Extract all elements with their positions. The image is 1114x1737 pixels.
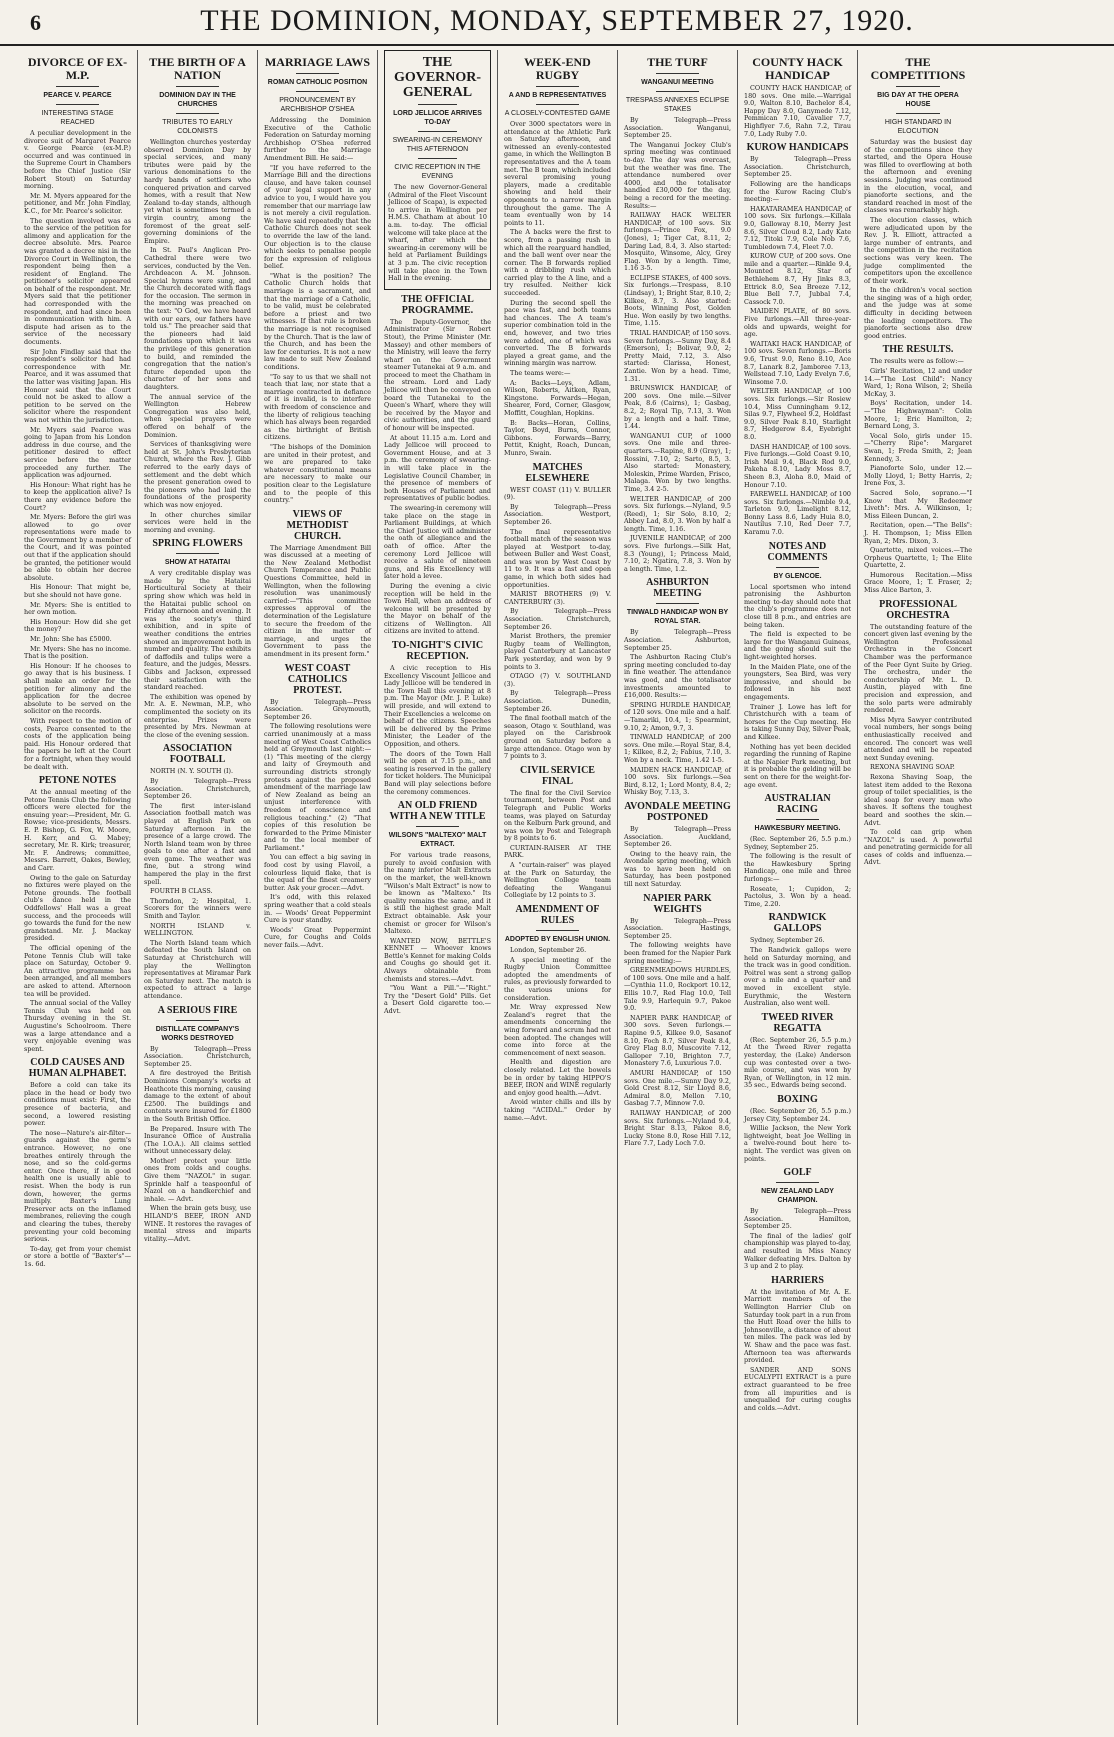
article-paragraph: A very creditable display was made by the Hataitai Horticultural Society at their spring show which was held in the Hataitai public school on Friday afternoon and evening. It was the society's third exhibition, and in spite of weather conditions the entries showed an improvement both in number and quality. The exhibits of daffodils and tulips were a feature, and the judges, Messrs. Gibbs and Jackson, expressed their satisfaction with the standard reached. (144, 569, 251, 692)
article-paragraph: Mr. Myers: Before the girl was allowed to go over representations were made to the Government by a member of the Court, and it was pointed out that if the application should be granted, the petitioner would be able to obtain her decree absolute. (24, 513, 131, 582)
article-subheadline: SWEARING-IN CEREMONY THIS AFTERNOON (392, 137, 483, 153)
article-paragraph: Mr. Myers: She is entitled to her own motion. (24, 600, 131, 617)
article-subheadline: PEARCE V. PEARCE (43, 92, 112, 99)
article-headline: PROFESSIONAL ORCHESTRA (879, 598, 957, 621)
article (624, 577, 731, 796)
article-paragraph: A "curtain-raiser" was played at the Park on Saturday, the Wellington College team defeating the Wanganui Collegiate by 12 points to 3. (504, 861, 611, 900)
deck-divider (536, 930, 579, 931)
article-subheadline: TRESPASS ANNEXES ECLIPSE STAKES (625, 97, 730, 113)
column-5 (498, 50, 618, 1725)
article-paragraph: ECLIPSE STAKES, of 400 sovs. Six furlongs.—Trespass, 8.10 (Lindsay), 1; Bright Star, 8.10, 2; Kilkee, 8.7, 3. Also started: Boots, Winning Post, Golden Hue. Won easily by two lengths. Time, 1.15. (624, 273, 731, 328)
article-paragraph: Mr. Myers: She has no income. That is the position. (24, 644, 131, 661)
article-paragraph: Mother! protect your little ones from colds and coughs. Give them "NAZOL" in sugar. Sprinkle half a teaspoonful of Nazol on a handkerchief and inhale. — Advt. (144, 1156, 251, 1203)
article-subheadline: TINWALD HANDICAP WON BY ROYAL STAR. (626, 609, 729, 626)
article-subheadline: DISTILLATE COMPANY'S WORKS DESTROYED (155, 1025, 240, 1042)
article (144, 1005, 251, 1244)
article-headline: COUNTY HACK HANDICAP (752, 55, 843, 82)
article-paragraph: Nothing has yet been decided regarding the running of Rapine at the Napier Park meeting, but it is probable the gelding will be sent on there for the weight-for-age event. (744, 742, 851, 789)
article-headline: THE BIRTH OF A NATION (149, 55, 246, 82)
column-8 (858, 50, 978, 1725)
article-paragraph: OTAGO (7) V. SOUTHLAND (3). (504, 672, 611, 688)
article-paragraph: A special meeting of the Rugby Union Committee adopted the amendments of rules, as previously forwarded to the various unions for consideration. (504, 955, 611, 1002)
article (744, 142, 851, 537)
article-paragraph: Marist Brothers, the premier Rugby team of Wellington, played Canterbury at Lancaster Park yesterday, and won by 9 points to 3. (504, 632, 611, 671)
article-paragraph: The doors of the Town Hall will be open at 7.15 p.m., and seating is reserved in the gallery for ticket holders. The Municipal Band will play selections before the ceremony commences. (384, 749, 491, 796)
article-subheadline: HAWKESBURY MEETING. (754, 825, 841, 833)
article-paragraph: RAILWAY HANDICAP, of 200 sovs. Six furlongs.—Nyland 9.4, Bright Star 8.13, Pakoe 8.6, Lucky Stone 8.0, Rose Hill 7.12, Flare 7.7, Lady Loch 7.0. (624, 1108, 731, 1148)
newspaper-columns (18, 50, 1098, 1725)
article-paragraph: A fire destroyed the British Dominions Company's works at Heathcote this morning, causing damage to the extent of about £2500. The buildings and contents were insured for £1800 in the South British Office. (144, 1069, 251, 1123)
article (504, 765, 611, 900)
article-paragraph: Avoid winter chills and ills by taking "ACIDAL." Order by name.—Advt. (504, 1098, 611, 1122)
article-paragraph: Mr. Myers said Pearce was going to Japan from his London address in due course, and the petitioner desired to effect service before the matter proceeded any further. The application was adjourned. (24, 425, 131, 480)
article-paragraph: Humorous Recitation.—Miss Grace Moore, 1; T. Fraser, 2; Miss Alice Barton, 3. (864, 570, 972, 595)
column-1 (18, 50, 138, 1725)
deck-divider (176, 1020, 219, 1021)
page-number: 6 (30, 10, 41, 35)
article (384, 800, 491, 1015)
article-paragraph: His Honour: How did she get the money? (24, 617, 131, 634)
article-paragraph: A civic reception to His Excellency Viscount Jellicoe and Lady Jellicoe will be tendered in the Town Hall this evening at 8 p.m. The Mayor (Mr. J. P. Luke) will preside, and will extend to Their Excellencies a welcome on behalf of the citizens. Speeches will be delivered by the Prime Minister, the Leader of the Opposition, and others. (384, 664, 491, 748)
article (24, 56, 131, 771)
article-paragraph: By Telegraph—Press Association. Greymouth, September 26. (264, 697, 371, 721)
article-paragraph: The final football match of the season, Otago v. Southland, was played on the Carisbrook ground on Saturday before a large attendance. Otago won by 7 points to 3. (504, 714, 611, 761)
article-subheadline: NEW ZEALAND LADY CHAMPION. (761, 1188, 834, 1205)
article-headline: VIEWS OF METHODIST CHURCH. (286, 508, 349, 542)
article-paragraph: Services of thanksgiving were held at St. John's Presbyterian Church, where the Rev. J. Gibb referred to the early days of settlement and the debt which the present generation owed to the pioneers who had laid the foundations of the prosperity which was now enjoyed. (144, 440, 251, 509)
deck-divider (896, 113, 939, 114)
article-paragraph: Health and digestion are closely related. Let the bowels be in order by taking HIPPO'S BEEF, IRON and WINE regularly and enjoy good health.—Advt. (504, 1058, 611, 1097)
article-paragraph: JUVENILE HANDICAP, of 200 sovs. Five furlongs.—Silk Hat, 8.3 (Young), 1; Princess Maid, 7.10, 2; Ngatira, 7.8, 3. Won by a length. Time, 1.2. (624, 534, 731, 573)
article-paragraph: His Honour: That might be, but she should not have gone. (24, 583, 131, 600)
article-paragraph: Before a cold can take its place in the head or body two conditions must exist: First, the presence of bacteria, and second, a lowered resisting power. (24, 1081, 131, 1128)
article-paragraph: The nose—Nature's air-filter—guards against the germ's entrance. However, no one breathes entirely through the nose, and so the cold-germs enter. Once there, if in good health one is usually able to resist. When the body is run down, however, the germs multiply. Baxter's Lung Preserver acts on the inflamed membranes, relieving the cough and clearing the tubes, thereby preventing your cold becoming serious. (24, 1128, 131, 1244)
article-headline: NAPIER PARK WEIGHTS (643, 892, 712, 915)
article-paragraph: At the invitation of Mr. A. E. Marriott members of the Wellington Harrier Club on Saturday took part in a run from the Hutt Road over the hills to Johnsonville, a distance of about ten miles. The pack was led by W. Shaw and the pace was fast. Afternoon tea was afterwards provided. (744, 1287, 851, 1365)
article-paragraph: A peculiar development in the divorce suit of Margaret Pearce v. George Pearce (ex-M.P.) occurred and was continued in the Supreme Court in Chambers before the Chief Justice (Sir Robert Stout) on Saturday morning. (24, 129, 131, 191)
article-paragraph: Mr. John: She has £5000. (30, 635, 112, 643)
article-subheadline: A CLOSELY-CONTESTED GAME (504, 110, 611, 117)
article (504, 904, 611, 1122)
article-paragraph: NORTH (N. Y. SOUTH (I). (150, 767, 234, 776)
article-paragraph: The teams were:— (510, 369, 571, 377)
article-headline: AN OLD FRIEND WITH A NEW TITLE (389, 800, 486, 823)
article-paragraph: The outstanding feature of the concert given last evening by the Wellington Professional Orchestra in the Concert Chamber was the performance of the Peer Gynt Suite by Grieg. The orchestra, under the conductorship of Mr. L. D. Austin, played with fine precision and expression, and the solo parts were admirably rendered. (864, 622, 972, 715)
article-headline: AVONDALE MEETING POSTPONED (624, 800, 731, 823)
article-paragraph: Quartette, mixed voices.—The Orpheus Quartette, 1; The Elite Quartette, 2. (864, 546, 972, 570)
article-paragraph: A: Backs—Leys, Adlam, Wilson, Roberts, Aitken, Ryan, Kingstone. Forwards—Hegan, Shearer, Ford, Corner, Glasgow, Moffitt, Coughlan, Hopkins. (504, 378, 611, 417)
article-headline: TO-NIGHT'S CIVIC RECEPTION. (391, 640, 484, 663)
article-subheadline: BIG DAY AT THE OPERA HOUSE (877, 92, 959, 108)
deck-divider (896, 86, 939, 87)
article-paragraph: To cold can grip when "NAZOL" is used. A powerful and penetrating germicide for all cases of colds and influenza.—Advt. (864, 828, 972, 867)
deck-divider (656, 603, 699, 604)
article (264, 56, 371, 505)
article-paragraph: Vocal Solo, girls under 15.—"Cherry Ripe": Margaret Swan, 1; Freda Smith, 2; Jean Kennedy, 3. (864, 431, 972, 463)
deck-divider (418, 158, 458, 159)
article-paragraph: The following is the result of the Hawkesbury Spring Handicap, one mile and three furlongs:— (744, 852, 851, 884)
article (144, 56, 251, 534)
article-headline: A SERIOUS FIRE (157, 1004, 238, 1016)
article-paragraph: NAPIER PARK HANDICAP, of 300 sovs. Seven furlongs.—Rapine 9.5, Kilkee 9.0, Sasanof 8.10, Foch 8.7, Silver Peak 8.4, Grey Flag 8.0, Muscovite 7.12, Galloper 7.10, Brighton 7.7, Monastery 7.6, Luxurious 7.0. (624, 1013, 731, 1068)
deck-divider (776, 567, 819, 568)
article-headline: THE COMPETITIONS (870, 55, 966, 82)
article-paragraph: When the brain gets busy, use HILAND'S BEEF, IRON AND WINE. It restores the ravages of mental stress and imparts vitality.—Advt. (144, 1204, 251, 1243)
article (624, 893, 731, 1148)
deck-divider (656, 73, 699, 74)
article-paragraph: Boys' Recitation, under 14.—"The Highwayman": Colin Moore, 1; Eric Hamilton, 2; Bernard Long, 3. (864, 399, 972, 431)
article-subheadline: ADOPTED BY ENGLISH UNION. (504, 936, 611, 944)
article-paragraph: Sydney, September 26. (750, 936, 825, 945)
article-headline: THE RESULTS. (882, 344, 954, 356)
article-paragraph: MAIDEN HACK HANDICAP, of 100 sovs. Six furlongs.—Sea Bird, 8.12, 1; Lord Monty, 8.4, 2; Whisky Boy, 7.13, 3. (624, 765, 731, 797)
article-paragraph: The Randwick gallops were held on Saturday morning, and the track was in good condition. Poitrel was sent a strong gallop over a mile and a quarter and moved in excellent style. Eurythmic, the Western Australian, also went well. (744, 946, 851, 1008)
article-paragraph: WANTED NOW, BETTLE'S KENNET — Whoever knows Bettle's Kennet for making Colds and Coughs go should get it. Always obtainable from chemists and stores.—Advt. (384, 936, 491, 983)
article-subheadline: INTERESTING STAGE REACHED (41, 110, 114, 126)
article-paragraph: By Telegraph—Press Association. Christchurch, September 25. (744, 155, 851, 179)
article (864, 344, 972, 594)
article-paragraph: London, September 26. (510, 946, 587, 955)
article-paragraph: The Marriage Amendment Bill was discussed at a meeting of the New Zealand Methodist Church Temperance and Public Questions Committee, held in Wellington, when the following resolution was unanimously carried:—"This committee expresses approval of the determination of the Legislature to secure the freedom of the citizen in the matter of marriage, and urges the Government to pass the amendment in its present form." (264, 543, 371, 658)
article-paragraph: WELTER HANDICAP, of 100 sovs. Six furlongs.—Sir Rosiew 10.4, Miss Cunningham 9.12, Silas 9.7, Flywheel 9.2, Holdfast 9.0, Silver Peak 8.10, Starlight 8.7, Hedgerow 8.4, Eyebright 8.0. (744, 387, 851, 441)
deck-divider (296, 91, 339, 92)
article (744, 1012, 851, 1090)
article-paragraph: Trainer J. Lowe has left for Christchurch with a team of horses for the Cup meeting. He is taking Sunny Day, Silver Peak, and Kilkee. (744, 702, 851, 741)
article-paragraph: Saturday was the busiest day of the competitions since they started, and the Opera House was filled to overflowing at both the afternoon and evening sessions. Judging was continued in the elocution, vocal, and pianoforte sections, and the standard reached in most of the classes was remarkably high. (864, 138, 972, 215)
article-paragraph: The annual service of the Wellington Hebrew Congregation was also held, when special prayers were offered on behalf of the Dominion. (144, 392, 251, 439)
article-paragraph: Rexona Shaving Soap, the latest item added to the Rexona group of toilet specialities, is the ideal soap for every man who shaves. It softens the toughest beard and soothes the skin.—Advt. (864, 772, 972, 827)
article-paragraph: MAIDEN PLATE, of 80 sovs. Five furlongs.—All three-year-olds and upwards, weight for age. (744, 307, 851, 339)
article-paragraph: BRUNSWICK HANDICAP, of 200 sovs. One mile.—Silver Peak, 8.6 (Cairns), 1; Gasbag, 8.2, 2; Royal Tip, 7.13, 3. Won by a length and a half. Time, 1.44. (624, 384, 731, 431)
article-headline: BOXING (777, 1093, 818, 1105)
article-paragraph: His Honour: What right has he to keep the application alive? Is there any evidence before the Court? (24, 480, 131, 512)
article-paragraph: The field is expected to be large for the Wanganui Guineas, and the going should suit the light-weighted horses. (744, 630, 851, 661)
article-paragraph: During the evening a civic reception will be held in the Town Hall, when an address of welcome will be presented by the Mayor on behalf of the citizens of Wellington. All citizens are invited to attend. (384, 581, 491, 636)
deck-divider (416, 826, 459, 827)
article-paragraph: Pianoforte Solo, under 12.—Molly Lloyd, 1; Betty Harris, 2; Irene Fox, 3. (864, 464, 972, 488)
article (864, 56, 972, 340)
article-paragraph: His Honour: If he chooses to go away that is his business. I shall make an order for the petition for alimony and the application for the decree absolute to be served on the solicitor on the records. (24, 661, 131, 716)
article-paragraph: "If you have referred to the Marriage Bill and the directions clause, and have taken counsel of your legal support in any advice to you, I would have you remember that our marriage law is not merely a civil regulation. We have said repeatedly that the Catholic Church does not seek to override the law of the land. Our objection is to the clause which seeks to penalise people for the expression of religious belief. (264, 163, 371, 271)
article-paragraph: Owing to the gale on Saturday no fixtures were played on the Petone grounds. The football club's dance held in the Oddfellows' Hall was a great success, and the proceeds will go towards the fund for the new grandstand. Mr. J. Mackay presided. (24, 873, 131, 943)
article-headline: AMENDMENT OF RULES (515, 904, 600, 927)
article-paragraph: The exhibition was opened by Mr. A. E. Newman, M.P., who complimented the society on its enterprise. Prizes were presented by Mrs. Newman at the close of the evening session. (144, 692, 251, 739)
article-paragraph: The Wanganui Jockey Club's spring meeting was continued to-day. The day was overcast, but the weather was fine. The attendance numbered over 4000, and the totalisator handled £30,000 for the day, being a record for the meeting. Results:— (624, 140, 731, 210)
deck-divider (56, 104, 99, 105)
article-subheadline: PRONOUNCEMENT BY ARCHBISHOP O'SHEA (279, 97, 356, 113)
article (24, 1057, 131, 1268)
article-paragraph: The official opening of the Petone Tennis Club will take place on Saturday, October 9. An attractive programme has been arranged, and all members are asked to attend. Afternoon tea will be provided. (24, 943, 131, 998)
article-paragraph: DASH HANDICAP, of 100 sovs. Five furlongs.—Gold Coast 9.10, Irish Mail 9.4, Black Rod 9.0, Pakeha 8.10, Lady Moss 8.7, Sheen 8.3, Aloha 8.0, Maid of Honour 7.10. (744, 442, 851, 489)
article-paragraph: The Ashburton Racing Club's spring meeting concluded to-day in fine weather. The attendance was good, and the totalisator investments amounted to £16,000. Results:— (624, 653, 731, 700)
article-paragraph: FAREWELL HANDICAP, of 100 sovs. Six furlongs.—Nimble 9.4, Tarleton 9.0, Limelight 8.12, Bonny Lass 8.6, Lady Huia 8.0, Nautilus 7.10, Red Deer 7.7, Karamu 7.0. (744, 490, 851, 537)
article-headline: PETONE NOTES (38, 775, 117, 787)
article-paragraph: CURTAIN-RAISER AT THE PARK. (504, 843, 611, 860)
article-paragraph: The final representative football match of the season was played at Westport to-day, between Buller and West Coast, and was won by West Coast by 11 to 9. It was a fast and open game, in which both sides had opportunities. (504, 527, 611, 589)
article-paragraph: HAKATARAMEA HANDICAP, of 100 sovs. Six furlongs.—Killala 9.0, Galloway 8.10, Merry Jest 8.6, Silver Cloud 8.2, Lady Kate 7.12, Titoki 7.9, Cole Nob 7.6, Tumbledown 7.4, Fleet 7.0. (744, 204, 851, 251)
article-paragraph: By Telegraph—Press Association. Christchurch, September 26. (504, 607, 611, 631)
article-paragraph: The results were as follow:— (870, 357, 964, 366)
deck-divider (656, 91, 699, 92)
article-paragraph: "What is the position? The Catholic Church holds that marriage is a sacrament, and that the marriage of a Catholic, to be valid, must be celebrated before a priest and two witnesses. If that rule is broken the marriage is not recognised by the Church. That is the law of the Church, and has been the law for centuries. It is not a new law made to suit New Zealand conditions. (264, 271, 371, 371)
article-paragraph: Mr. M. Myers appeared for the petitioner, and Mr. John Findlay, K.C., for Mr. Pearce's solicitor. (24, 191, 131, 215)
article (744, 1094, 851, 1163)
article-paragraph: Mr. Wray expressed New Zealand's regret that the amendments concerning the wing forward and scrum had not been adopted. The changes will come into force at the commencement of next season. (504, 1003, 611, 1057)
article-paragraph: SANDER AND SONS EUCALYPTI EXTRACT is a pure extract guaranteed to be free from all impurities and is unequalled for curing coughs and colds.—Advt. (744, 1365, 851, 1412)
article (744, 541, 851, 789)
article-paragraph: COUNTY HACK HANDICAP, of 180 sovs. One mile.—Warrigal 9.0, Walton 8.10, Bachelor 8.4, Happy Day 8.0, Ganymede 7.12, Pemmican 7.10, Cavalier 7.7, Highflyer 7.6, Rahn 7.2, Tirau 7.0, Lady Ruby 7.0. (744, 84, 851, 138)
article-paragraph: At the annual meeting of the Petone Tennis Club the following officers were elected for the ensuing year:—President, Mr. G. Rowse; vice-presidents, Messrs. E. P. Bishop, G. Fox, W. Moore, H. Kerr, and G. Mabey; secretary, Mr. R. Kirk; treasurer, Mr. F. Andrews; committee, Messrs. Barrett, Oakes, Bewley, and Carr. (24, 788, 131, 873)
article-paragraph: SPRING HURDLE HANDICAP, of 120 sovs. One mile and a half.—Tamariki, 10.4, 1; Spearmint, 9.10, 2; Amon, 9.7, 3. (624, 700, 731, 732)
article-paragraph: By Telegraph—Press Association. Hastings, September 25. (624, 916, 731, 940)
deck-divider (418, 131, 458, 132)
article (384, 294, 491, 636)
deck-divider (176, 553, 219, 554)
article-paragraph: To-day, get from your chemist or store a bottle of "Baxter's"—1s. 6d. (24, 1244, 131, 1268)
article-paragraph: "The bishops of the Dominion are united in their protest, and we are prepared to take whatever constitutional means are necessary to make our position clear to the Legislature and to the people of this country." (264, 442, 371, 505)
article-paragraph: WEST COAST (11) V. BULLER (9). (504, 485, 611, 502)
deck-divider (176, 86, 219, 87)
article-paragraph: For various trade reasons, purely to avoid confusion with the many inferior Malt Extracts on the market, the well-known "Wilson's Malt Extract" is now to be known as "Maltexo." Its quality remains the same, and it is still the highest grade Malt Extract obtainable. Ask your chemist or grocer for Wilson's Maltexo. (384, 851, 491, 936)
article-paragraph: Roseate, 1; Cupidon, 2; Pactolus, 3. Won by a head. Time, 2.20. (744, 884, 851, 908)
deck-divider (56, 86, 99, 87)
article-subheadline: HIGH STANDARD IN ELOCUTION (884, 119, 952, 135)
article-paragraph: At about 11.15 a.m. Lord and Lady Jellicoe will proceed to Government House, and at 3 p.m. the ceremony of swearing-in will take place in the Legislative Council Chamber, in the presence of members of both Houses of Parliament and representatives of public bodies. (384, 433, 491, 503)
article-subheadline: ROMAN CATHOLIC POSITION (267, 79, 368, 86)
article-paragraph: The final of the ladies' golf championship was played to-day, and resulted in Miss Nancy Walker defeating Mrs. Dalton by 3 up and 2 to play. (744, 1231, 851, 1271)
article-paragraph: By Telegraph—Press Association. Christchurch, September 25. (144, 1044, 251, 1068)
article-paragraph: Be Prepared. Insure with The Insurance Office of Australia (The I.O.A.). All claims settled without unnecessary delay. (144, 1124, 251, 1156)
article-paragraph: The question involved was as to the service of the petition for alimony and application for the decree absolute. Mrs. Pearce was granted a decree nisi in the Divorce Court in Wellington, the respondent being then a resident of England. The petitioner's solicitor appeared on behalf of the respondent. Mr. Myers said that the petitioner had corresponded with the respondent, and had since been in communication with him. A dispute had arisen as to the service of the necessary documents. (24, 216, 131, 347)
article-paragraph: The new Governor-General (Admiral of the Fleet Viscount Jellicoe of Scapa), is expected to arrive in Wellington per H.M.S. Chatham at about 10 a.m. to-day. The official welcome will take place at the wharf, after which the swearing-in ceremony will be held at Parliament Buildings at 3 p.m. The civic reception will take place in the Town Hall in the evening. (388, 183, 487, 283)
article (624, 801, 731, 889)
article-headline: WEEK-END RUGBY (524, 55, 591, 82)
column-7 (738, 50, 858, 1725)
article-headline: RANDWICK GALLOPS (768, 912, 827, 935)
article-subheadline: BY GLENCOE. (773, 572, 822, 580)
article-paragraph: Sacred Solo, soprano.—"I Know that My Redeemer Liveth": Mrs. A. Wilkinson, 1; Miss Eileen Duncan, 2. (864, 488, 972, 520)
article-paragraph: The first inter-island Association football match was played at English Park on Saturday afternoon in the presence of a large crowd. The North Island team won by three goals to one after a fast and even game. The weather was fine, but a strong wind hampered the play in the first spell. (144, 801, 251, 886)
article-subheadline: WANGANUI MEETING (641, 79, 714, 86)
article (864, 599, 972, 867)
article-paragraph: Owing to the heavy rain, the Avondale spring meeting, which was to have been held on Saturday, has been postponed till next Saturday. (624, 849, 731, 889)
article-paragraph: In the Maiden Plate, one of the youngsters, Sea Bird, was very impressive, and should be followed in his next engagements. (744, 662, 851, 701)
article-paragraph: (Rec. September 26, 5.5 p.m.) Sydney, September 25. (744, 835, 851, 851)
article-headline: GOLF (783, 1167, 812, 1179)
article-paragraph: By Telegraph—Press Association. Ashburton, September 25. (624, 628, 731, 652)
masthead (0, 0, 1114, 46)
article (384, 50, 491, 290)
article-paragraph: (Rec. September 26, 5.5 p.m.) Jersey City, September 24. (744, 1106, 851, 1123)
article (384, 640, 491, 796)
article (744, 1167, 851, 1271)
article-paragraph: During the second spell the pace was fast, and both teams had chances. The A team's superior combination told in the end, however, and two tries were added, one of which was converted. The B forwards played a great game, and the winning margin was narrow. (504, 298, 611, 368)
article-paragraph: By Telegraph—Press Association. Christchurch, September 26. (144, 776, 251, 801)
article-paragraph: TINWALD HANDICAP, of 200 sovs. One mile.—Royal Star, 8.4, 1; Kilkee, 8.2, 2; Fabius, 7.10, 3. Won by a neck. Time, 1.42 1-5. (624, 733, 731, 764)
article (144, 538, 251, 739)
column-3 (258, 50, 378, 1725)
article-paragraph: The A backs were the first to score, from a passing rush in which all the rearguard handled, and the ball went over near the corner. The B forwards replied with a dribbling rush which carried play to the A line, and a try resulted. Neither kick succeeded. (504, 228, 611, 298)
article-paragraph: The annual social of the Valley Tennis Club was held on Thursday evening in the St. Augustine's Schoolroom. There was a large attendance and a very enjoyable evening was spent. (24, 999, 131, 1053)
article-paragraph: "You Want a Pill."—"Right." Try the "Desert Gold" Pills. Get a Desert Gold cigarette too.—Advt. (384, 984, 491, 1016)
article-subheadline: DOMINION DAY IN THE CHURCHES (159, 92, 236, 108)
article-paragraph: By Telegraph—Press Association. Westport, September 26. (504, 502, 611, 526)
article-paragraph: The North Island team which defeated the South Island on Saturday at Christchurch will play the Wellington representatives at Miramar Park on Saturday next. The match is expected to attract a large attendance. (144, 938, 251, 1000)
article-paragraph: By Telegraph—Press Association. Dunedin, September 26. (504, 689, 611, 713)
article-subheadline: CIVIC RECEPTION IN THE EVENING (394, 164, 481, 180)
article-paragraph: AMURI HANDICAP, of 150 sovs. One mile.—Sunny Day 9.2, Gold Crest 8.12, Sir Lloyd 8.6, Admiral 8.0, Mellon 7.10, Gasbag 7.7, Minnow 7.0. (624, 1068, 731, 1108)
article-paragraph: Following are the handicaps for the Kurow Racing Club's meeting:— (744, 179, 851, 204)
article-paragraph: NORTH ISLAND v. WELLINGTON. (144, 921, 251, 938)
deck-divider (536, 104, 579, 105)
article-headline: THE TURF (647, 55, 708, 69)
article-headline: KUROW HANDICAPS (746, 142, 849, 154)
article-paragraph: Thorndon, 2; Hospital, 1. Scorers for the winners were Smith and Taylor. (144, 896, 251, 921)
article-paragraph: REXONA SHAVING SOAP. (870, 763, 955, 772)
article-paragraph: Wellington churches yesterday observed Dominion Day by special services, and many tributes were paid by the various denominations to the hardy bands of settlers who conquered privation and carved homes, with a result that New Zealand to-day stands, although yet what is sometimes termed a virgin country, among the foremost of the great self-governing dominions of the Empire. (144, 138, 251, 245)
article-paragraph: With respect to the motion of costs, Pearce consented to the costs of the application being paid. His Honour ordered that the papers be left at the Court for a fortnight, when they would be dealt with. (24, 716, 131, 771)
article-headline: CIVIL SERVICE FINAL (520, 764, 595, 787)
article-paragraph: By Telegraph—Press Association. Auckland, September 26. (624, 824, 731, 849)
article-paragraph: RAILWAY HACK WELTER HANDICAP, of 100 sovs. Six furlongs.—Prince Fox, 9.0 (Jones), 1; Tiger Cat, 8.11, 2; Daring Lad, 8.4, 3. Also started: Mosquito, Winsome, Alcy, Grey Flag. Won by a length. Time, 1.16 3-5. (624, 211, 731, 273)
article-paragraph: KUROW CUP, of 200 sovs. One mile and a quarter.—Rinkle 9.4, Mounted 8.12, Star of Bethlehem 8.7, Hy Jinks 8.3, Ettrick 8.0, Sea Breeze 7.12, Blue Bell 7.7, Jubbal 7.4, Cassock 7.0. (744, 252, 851, 306)
article-paragraph: In the children's vocal section the singing was of a high order, and the judge was at some difficulty in deciding between the leading competitors. The pianoforte sections also drew good entries. (864, 286, 972, 340)
article-paragraph: In St. Paul's Anglican Pro-Cathedral there were two services, conducted by the Ven. Archdeacon A. M. Johnson. Special hymns were sung, and the Church decorated with flags for the occasion. The sermon in the morning was preached on the text: "O God, we have heard with our ears, our fathers have told us." The preacher said that the pioneers had laid foundations upon which it was the privilege of this generation to build, and reminded the congregation that the nation's future depended upon the character of her sons and daughters. (144, 246, 251, 391)
article-headline: TWEED RIVER REGATTA (761, 1011, 834, 1034)
deck-divider (418, 104, 458, 105)
article-paragraph: Recitation, open.—"The Bells": J. H. Thompson, 1; Miss Ellen Ryan, 2; Mrs. Dixon, 3. (864, 521, 972, 545)
article-paragraph: The final for the Civil Service tournament, between Post and Telegraph and Public Works teams, was played on Saturday on the Kelburn Park ground, and was won by Post and Telegraph by 8 points to 6. (504, 788, 611, 843)
article (744, 1275, 851, 1413)
article-headline: COLD CAUSES AND HUMAN ALPHABET. (28, 1057, 127, 1080)
article-paragraph: WAITAKI HACK HANDICAP, of 100 sovs. Seven furlongs.—Boris 9.6, Trust 9.0, Reno 8.10, Ace 8.7, Lanark 8.2, Jamboree 7.13, Wellstead 7.10, Lady Evelyn 7.6, Winsome 7.0. (744, 339, 851, 386)
deck-divider (176, 113, 219, 114)
column-4 (378, 50, 498, 1725)
article-subheadline: A AND B REPRESENTATIVES (508, 92, 607, 99)
article (504, 462, 611, 761)
article-paragraph: TRIAL HANDICAP, of 150 sovs. Seven furlongs.—Sunny Day, 8.4 (Emerson), 1; Bolivar, 9.0, 2; Pretty Maid, 7.12, 3. Also started: Clarissa, Honest, Zantie. Won by a head. Time, 1.31. (624, 329, 732, 383)
article-headline: THE GOVERNOR-GENERAL (393, 55, 482, 100)
article-subheadline: TRIBUTES TO EARLY COLONISTS (162, 119, 233, 135)
article-paragraph: Miss Myra Sawyer contributed vocal numbers, her songs being enthusiastically received and encored. The concert was well attended and will be repeated next Sunday evening. (864, 715, 972, 762)
article-paragraph: Girls' Recitation, 12 and under 14.—"The Lost Child": Nancy Ward, 1; Rona Wilson, 2; Sheila McKay, 3. (864, 367, 972, 398)
article-paragraph: Woods' Great Peppermint Cure, for Coughs and Colds never fails.—Advt. (264, 925, 371, 949)
article-paragraph: MARIST BROTHERS (9) V. CANTERBURY (3). (504, 590, 611, 606)
article-paragraph: GREENMEADOWS HURDLES, of 100 sovs. One mile and a half.—Cynthia 11.0, Rockport 10.12, Ellis 10.7, Red Flag 10.0, Tell Tale 9.9, Harlequin 9.7, Pakoe 9.0. (624, 966, 731, 1013)
article-paragraph: (Rec. September 26, 5.5 p.m.) At the Tweed River regatta yesterday, the (Lake) Anderson cup was contested over a two-mile course, and was won by Ryan, of Wellington, in 12 min. 35 sec., Edwards being second. (744, 1035, 851, 1090)
article-headline: ASHBURTON MEETING (646, 577, 709, 600)
column-6 (618, 50, 738, 1725)
deck-divider (296, 73, 339, 74)
deck-divider (536, 86, 579, 87)
article-subheadline: WILSON'S "MALTEXO" MALT EXTRACT. (388, 832, 487, 849)
article-paragraph: The elocution classes, which were adjudicated upon by the Rev. J. R. Elliott, attracted a large number of entrants, and the competition in the recitation sections was very keen. The judge complimented the competitors upon the excellence of their work. (864, 215, 972, 285)
article-paragraph: B: Backs—Horan, Collins, Taylor, Boyd, Burns, Connor, Gibbons. Forwards—Barry, Pettit, Knight, Roach, Duncan, Munro, Swain. (504, 418, 611, 457)
article-paragraph: In other churches similar services were held in the morning and evening. (144, 510, 251, 534)
article (144, 743, 251, 1000)
article-headline: AUSTRALIAN RACING (764, 793, 831, 816)
article-paragraph: WANGANUI CUP, of 1000 sovs. One mile and three-quarters.—Rapine, 8.9 (Gray), 1; Rossini, 7.10, 2; Sarto, 8.5, 3. Also started: Monastery, Moleskin, Prime Warden, Frisco, Malaga. Won by two lengths. Time, 3.4 2-5. (624, 431, 731, 493)
article-headline: WEST COAST CATHOLICS PROTEST. (284, 662, 351, 696)
article-paragraph: Willie Jackson, the New York lightweight, beat Joe Welling in a twelve-round bout here to-night. The verdict was given on points. (744, 1124, 851, 1163)
deck-divider (776, 819, 819, 820)
deck-divider (776, 1182, 819, 1183)
article-paragraph: The swearing-in ceremony will take place on the stage in Parliament Buildings, at which the Chief Justice will administer the oath of allegiance and the oath of office. After the ceremony Lord Jellicoe will receive a salute of nineteen guns, and His Excellency will later hold a levee. (384, 503, 491, 581)
article (744, 56, 851, 138)
article-paragraph: FOURTH B CLASS. (150, 887, 213, 896)
article-headline: MARRIAGE LAWS (264, 55, 370, 69)
article (624, 56, 731, 573)
article (744, 793, 851, 908)
article-paragraph: Sir John Findlay said that the respondent's solicitor had had correspondence with Mr. Pearce, and it was assumed that the latter was visiting Japan. His Honour said that the Court could not be asked to allow a petition to be served on the solicitor where the respondent was not within the jurisdiction. (24, 347, 131, 424)
article-headline: SPRING FLOWERS (152, 538, 243, 550)
article-headline: MATCHES ELSEWHERE (525, 461, 590, 484)
article-paragraph: The following resolutions were carried unanimously at a mass meeting of West Coast Catholics held at Greymouth last night:—(1) "This meeting of the clergy and laity of Greymouth and surrounding districts strongly protests against the proposed amendment of the marriage law of New Zealand as being an unjust interference with freedom of conscience and religious teaching." (2) "That copies of this resolution be forwarded to the Prime Minister and to the local member of Parliament." (264, 722, 371, 852)
article-headline: DIVORCE OF EX-M.P. (27, 55, 128, 82)
article-paragraph: Addressing the Dominion Executive of the Catholic Federation on Saturday morning Archbishop O'Shea referred further to the Marriage Amendment Bill. He said:— (264, 116, 371, 162)
article (264, 663, 371, 950)
article (504, 56, 611, 458)
article-paragraph: You can effect a big saving in food cost by using Flavoil, a colourless liquid flake, that is the equal of the finest creamery butter. Ask your grocer.—Advt. (264, 853, 371, 892)
article-headline: HARRIERS (771, 1274, 824, 1286)
article-paragraph: Local sportsmen who intend patronising the Ashburton meeting to-day should note that the club's programme does not close till 8 p.m., and entries are being taken. (744, 582, 851, 629)
newspaper-title: THE DOMINION, MONDAY, SEPTEMBER 27, 1920. (200, 4, 914, 37)
article (264, 509, 371, 659)
article-paragraph: By Telegraph—Press Association. Hamilton, September 25. (744, 1207, 851, 1231)
article-paragraph: "To say to us that we shall not teach that law, nor state that a marriage contracted in defiance of it is invalid, is to interfere with freedom of conscience and the liberty of religious teaching which has always been regarded as the birthright of British citizens. (264, 372, 371, 442)
column-2 (138, 50, 258, 1725)
article-paragraph: The following weights have been framed for the Napier Park spring meeting:— (624, 941, 731, 965)
article-paragraph: The Deputy-Governor, the Administrator (Sir Robert Stout), the Prime Minister (Mr. Massey) and other members of the Ministry, will leave the ferry wharf on the Government steamer Tutanekai at 9 a.m. and proceed to meet the Chatham in the stream. Lord and Lady Jellicoe will then be conveyed on board the Tutanekai to the Queen's Wharf, where they will be received by the Mayor and civic authorities, and the guard of honour will be inspected. (384, 317, 491, 433)
article-subheadline: SHOW AT HATAITAI (164, 559, 231, 567)
article-paragraph: By Telegraph—Press Association. Wanganui, September 25. (624, 116, 731, 140)
article (24, 775, 131, 1053)
article (744, 912, 851, 1007)
article-headline: NOTES AND COMMENTS (767, 540, 828, 563)
article-paragraph: It's odd, with this relaxed spring weather that a cold steals in. — Woods' Great Peppermint Cure is your standby. (264, 893, 371, 925)
article-headline: ASSOCIATION FOOTBALL (162, 743, 233, 766)
article-paragraph: Over 3000 spectators were in attendance at the Athletic Park on Saturday afternoon, and witnessed an evenly-contested game, in which the Wellington B representatives and the A team met. The B team, which included several promising young players, made a creditable showing and held their opponents to a narrow margin throughout the game. The A team eventually won by 14 points to 11. (504, 120, 611, 227)
article-subheadline: LORD JELLICOE ARRIVES TO-DAY (393, 110, 482, 126)
article-headline: THE OFFICIAL PROGRAMME. (401, 293, 474, 316)
article-paragraph: WELTER HANDICAP, of 200 sovs. Six furlongs.—Nyland, 9.5 (Reed), 1; Sir Solo, 8.10, 2; Abbey Lad, 8.0, 3. Won by half a length. Time, 1.16. (624, 494, 731, 533)
